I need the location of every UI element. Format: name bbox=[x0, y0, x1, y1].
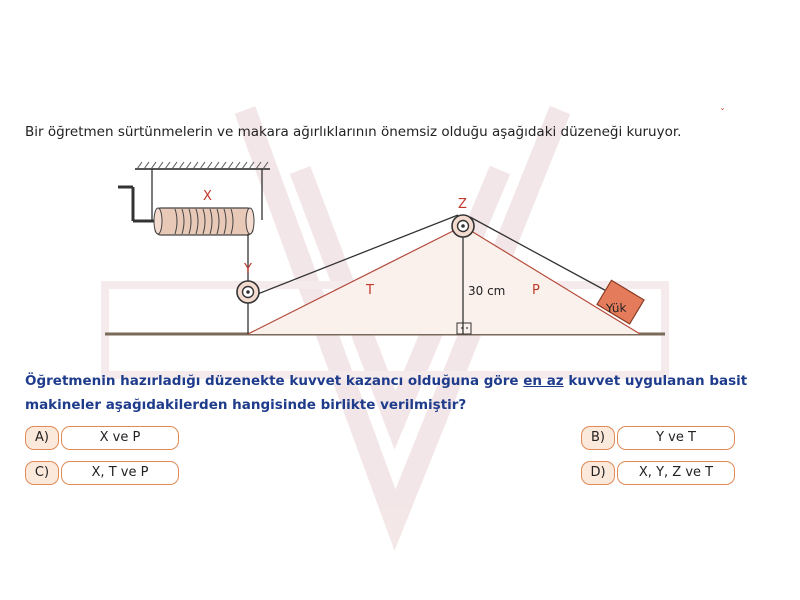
option-d-text[interactable]: X, Y, Z ve T bbox=[617, 461, 735, 485]
option-c-letter[interactable]: C) bbox=[25, 461, 59, 485]
drum-x bbox=[154, 208, 254, 235]
option-b-text[interactable]: Y ve T bbox=[617, 426, 735, 450]
label-y: Y bbox=[244, 262, 252, 277]
corner-mark: ˇ bbox=[720, 108, 725, 119]
question-text bbox=[25, 369, 785, 417]
question-emphasis: en az bbox=[523, 373, 564, 389]
label-x: X bbox=[203, 189, 212, 204]
load-label: Yük bbox=[605, 300, 627, 316]
option-a-text[interactable]: X ve P bbox=[61, 426, 179, 450]
label-z: Z bbox=[458, 197, 467, 212]
label-t: T bbox=[366, 283, 374, 298]
option-b-letter[interactable]: B) bbox=[581, 426, 615, 450]
intro-text: Bir öğretmen sürtünmelerin ve makara ağırlıklarının önemsiz olduğu aşağıdaki düzeneği kuruyor. bbox=[25, 124, 682, 140]
height-label: 30 cm bbox=[468, 284, 506, 298]
pulley-y bbox=[237, 281, 259, 303]
option-d-letter[interactable]: D) bbox=[581, 461, 615, 485]
label-p: P bbox=[532, 283, 540, 298]
question-part-1: Öğretmenin hazırladığı düzenekte kuvvet kazancı olduğuna göre bbox=[25, 373, 524, 389]
option-a-letter[interactable]: A) bbox=[25, 426, 59, 450]
pulley-z bbox=[452, 215, 474, 237]
option-c-text[interactable]: X, T ve P bbox=[61, 461, 179, 485]
inclined-plane bbox=[248, 226, 640, 334]
question-part-2: kuvvet uygulanan basit makineler aşağıdakilerden hangisinde birlikte verilmiştir? bbox=[25, 373, 748, 413]
